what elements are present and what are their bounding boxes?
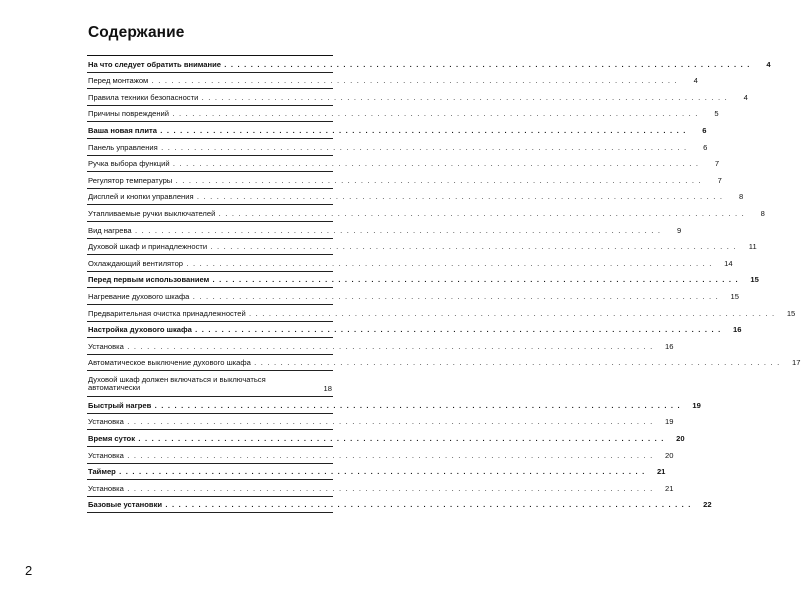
toc-entry-label: [87, 93, 728, 102]
toc-entry[interactable]: [87, 156, 720, 173]
dot-leader: . . . . . . . . . . . . . . . . . . . . . . . . . . . . . . . . . . . . . . . . . . . . . . . . . . . . . . . . . . . . . . . . . . . . . . . . . . . . . . . .: [215, 208, 745, 218]
toc-entry[interactable]: [87, 414, 674, 431]
dot-leader: . . . . . . . . . . . . . . . . . . . . . . . . . . . . . . . . . . . . . . . . . . . . . . . . . . . . . . . . . . . . . . . . . . . . . . . . . . . . . . . .: [220, 59, 751, 69]
toc-entry-label: [87, 342, 653, 351]
toc-entry-label: [87, 434, 665, 443]
toc-entry-label: [87, 451, 653, 460]
toc-entry[interactable]: [87, 338, 674, 355]
toc-entry-text: Установка: [88, 341, 124, 351]
dot-leader: . . . . . . . . . . . . . . . . . . . . . . . . . . . . . . . . . . . . . . . . . . . . . . . . . . . . . . . . . . . . . . . . . . . . . . . . . . . . . . . .: [189, 291, 719, 301]
toc-entry-page: 11: [748, 242, 757, 252]
dot-leader: . . . . . . . . . . . . . . . . . . . . . . . . . . . . . . . . . . . . . . . . . . . . . . . . . . . . . . . . . . . . . . . . . . . . . . . . . . . . . . . .: [209, 275, 739, 285]
toc-entry-page: 6: [703, 142, 708, 152]
toc-entry[interactable]: [87, 430, 685, 447]
dot-leader: . . . . . . . . . . . . . . . . . . . . . . . . . . . . . . . . . . . . . . . . . . . . . . . . . . . . . . . . . . . . . . . . . . . . . . . . . . . . . . . .: [169, 109, 699, 119]
toc-entry-label: [87, 309, 775, 318]
toc-entry-label: [87, 209, 745, 218]
toc-entry-label: [87, 292, 719, 301]
dot-leader: . . . . . . . . . . . . . . . . . . . . . . . . . . . . . . . . . . . . . . . . . . . . . . . . . . . . . . . . . . . . . . . . . . . . . . . . . . . . . . . .: [115, 467, 646, 477]
toc-entry-text: Быстрый нагрев: [88, 400, 152, 410]
toc-entry-label: [87, 401, 681, 410]
toc-entry-text: Время суток: [88, 434, 136, 444]
toc-entry-page: 6: [702, 125, 707, 135]
toc-entry-page: 15: [786, 308, 796, 318]
toc-entry[interactable]: [87, 497, 712, 514]
toc-entry-label: [87, 109, 699, 118]
toc-entry-label: [87, 226, 661, 235]
dot-leader: . . . . . . . . . . . . . . . . . . . . . . . . . . . . . . . . . . . . . . . . . . . . . . . . . . . . . . . . . . . . . . . . . . . . . . . . . . . . . . . .: [250, 358, 781, 368]
toc-entry-page: 21: [656, 467, 666, 477]
toc-entry-label: [87, 159, 699, 168]
toc-entry-text: На что следует обратить внимание: [88, 59, 221, 69]
toc-entry-page: 22: [703, 500, 712, 510]
toc-entry-text: Вид нагрева: [88, 225, 132, 235]
toc-entry-text: Охлаждающий вентилятор: [88, 258, 184, 268]
toc-entry[interactable]: [87, 305, 796, 322]
dot-leader: . . . . . . . . . . . . . . . . . . . . . . . . . . . . . . . . . . . . . . . . . . . . . . . . . . . . . . . . . . . . . . . . . . . . . . . . . . . . . . . .: [207, 242, 737, 252]
toc-entry-text: Ваша новая плита: [88, 125, 157, 135]
toc-entry[interactable]: [87, 139, 708, 156]
toc-entry-page: 16: [733, 325, 742, 335]
dot-leader: . . . . . . . . . . . . . . . . . . . . . . . . . . . . . . . . . . . . . . . . . . . . . . . . . . . . . . . . . . . . . . . . . . . . . . . . . . . . . . . .: [157, 142, 688, 152]
toc-entry-text: Предварительная очистка принадлежностей: [88, 308, 246, 318]
toc-entry-page: 16: [665, 341, 674, 351]
toc-entry-text: Причины повреждений: [88, 109, 170, 119]
toc-entry-page: 4: [743, 92, 748, 102]
dot-leader: . . . . . . . . . . . . . . . . . . . . . . . . . . . . . . . . . . . . . . . . . . . . . . . . . . . . . . . . . . . . . . . . . . . . . . . . . . . . . . . .: [191, 325, 722, 335]
dot-leader: . . . . . . . . . . . . . . . . . . . . . . . . . . . . . . . . . . . . . . . . . . . . . . . . . . . . . . . . . . . . . . . . . . . . . . . . . . . . . . . .: [123, 417, 654, 427]
dot-leader: . . . . . . . . . . . . . . . . . . . . . . . . . . . . . . . . . . . . . . . . . . . . . . . . . . . . . . . . . . . . . . . . . . . . . . . . . . . . . . . .: [162, 500, 692, 510]
toc-entry[interactable]: [87, 371, 333, 397]
toc-entry[interactable]: [87, 288, 739, 305]
dot-leader: . . . . . . . . . . . . . . . . . . . . . . . . . . . . . . . . . . . . . . . . . . . . . . . . . . . . . . . . . . . . . . . . . . . . . . . . . . . . . . . .: [169, 159, 700, 169]
toc-entry-text: Базовые установки: [88, 500, 163, 510]
toc-entry-page: 21: [665, 483, 674, 493]
table-of-contents: [87, 55, 801, 513]
toc-entry-label: [87, 376, 312, 394]
toc-entry-label: [87, 259, 713, 268]
toc-entry-label: [87, 358, 780, 367]
toc-entry-text: Нагревание духового шкафа: [88, 291, 190, 301]
toc-entry[interactable]: [87, 106, 719, 123]
toc-entry-text: Установка: [88, 450, 124, 460]
toc-entry-page: 8: [738, 192, 744, 202]
toc-entry-label: [87, 176, 702, 185]
dot-leader: . . . . . . . . . . . . . . . . . . . . . . . . . . . . . . . . . . . . . . . . . . . . . . . . . . . . . . . . . . . . . . . . . . . . . . . . . . . . . . . .: [123, 483, 654, 493]
toc-entry-text: Перед первым использованием: [88, 275, 210, 285]
toc-entry-text: Автоматическое выключение духового шкафа: [88, 358, 251, 368]
toc-entry[interactable]: [87, 239, 757, 256]
toc-entry-page: 20: [676, 434, 685, 444]
toc-entry-label: [87, 500, 692, 509]
toc-entry[interactable]: [87, 480, 674, 497]
toc-entry[interactable]: [87, 272, 759, 289]
toc-entry[interactable]: [87, 397, 701, 414]
dot-leader: . . . . . . . . . . . . . . . . . . . . . . . . . . . . . . . . . . . . . . . . . . . . . . . . . . . . . . . . . . . . . . . . . . . . . . . . . . . . . . . .: [148, 76, 678, 86]
toc-entry-page: 4: [693, 76, 698, 86]
toc-entry-text: Таймер: [88, 467, 116, 477]
toc-entry-label: [87, 275, 739, 284]
toc-entry-label: [87, 192, 723, 201]
toc-entry-page: 7: [717, 175, 722, 185]
toc-entry-page: 5: [714, 109, 719, 119]
dot-leader: . . . . . . . . . . . . . . . . . . . . . . . . . . . . . . . . . . . . . . . . . . . . . . . . . . . . . . . . . . . . . . . . . . . . . . . . . . . . . . . .: [172, 175, 702, 185]
toc-entry-page: 7: [714, 159, 720, 169]
dot-leader: . . . . . . . . . . . . . . . . . . . . . . . . . . . . . . . . . . . . . . . . . . . . . . . . . . . . . . . . . . . . . . . . . . . . . . . . . . . . . . . .: [245, 308, 776, 318]
toc-entry-label: [87, 143, 687, 152]
toc-entry-page: 15: [730, 291, 739, 301]
toc-entry-page: 20: [665, 450, 674, 460]
dot-leader: . . . . . . . . . . . . . . . . . . . . . . . . . . . . . . . . . . . . . . . . . . . . . . . . . . . . . . . . . . . . . . . . . . . . . . . . . . . . . . . .: [156, 125, 687, 135]
toc-entry[interactable]: [87, 89, 748, 106]
dot-leader: . . . . . . . . . . . . . . . . . . . . . . . . . . . . . . . . . . . . . . . . . . . . . . . . . . . . . . . . . . . . . . . . . . . . . . . . . . . . . . . .: [131, 225, 662, 235]
toc-entry[interactable]: [87, 189, 744, 206]
toc-entry-label: [87, 126, 687, 135]
toc-entry-label: [87, 467, 645, 476]
toc-entry-text: Установка: [88, 483, 124, 493]
toc-entry-text: Духовой шкаф должен включаться и выключаться автоматически: [88, 374, 266, 393]
page-number: 2: [25, 563, 33, 578]
toc-entry-page: 14: [724, 258, 733, 268]
toc-entry-page: 9: [677, 225, 682, 235]
toc-entry[interactable]: [87, 172, 722, 189]
toc-entry[interactable]: [87, 122, 707, 139]
toc-entry-text: Регулятор температуры: [88, 175, 173, 185]
toc-entry-label: [87, 417, 653, 426]
dot-leader: . . . . . . . . . . . . . . . . . . . . . . . . . . . . . . . . . . . . . . . . . . . . . . . . . . . . . . . . . . . . . . . . . . . . . . . . . . . . . . . .: [193, 192, 724, 202]
toc-entry-text: Духовой шкаф и принадлежности: [88, 242, 208, 252]
toc-entry-label: [87, 325, 721, 334]
toc-entry-page: 18: [323, 384, 332, 394]
toc-entry[interactable]: [87, 322, 742, 339]
toc-entry-text: Панель управления: [88, 142, 158, 152]
toc-entry-text: Ручка выбора функций: [88, 159, 170, 169]
toc-entry-page: 15: [750, 275, 759, 285]
toc-entry-text: Дисплей и кнопки управления: [88, 192, 194, 202]
dot-leader: . . . . . . . . . . . . . . . . . . . . . . . . . . . . . . . . . . . . . . . . . . . . . . . . . . . . . . . . . . . . . . . . . . . . . . . . . . . . . . . .: [123, 450, 654, 460]
toc-entry-text: Перед монтажом: [88, 76, 149, 86]
dot-leader: . . . . . . . . . . . . . . . . . . . . . . . . . . . . . . . . . . . . . . . . . . . . . . . . . . . . . . . . . . . . . . . . . . . . . . . . . . . . . . . .: [151, 400, 681, 410]
toc-entry[interactable]: [87, 464, 666, 481]
toc-entry-label: [87, 484, 653, 493]
toc-entry-page: 17: [791, 358, 801, 368]
toc-entry-text: Настройка духового шкафа: [88, 325, 192, 335]
toc-entry[interactable]: [87, 205, 765, 222]
toc-entry-label: [87, 76, 678, 85]
toc-entry-text: Установка: [88, 417, 124, 427]
dot-leader: . . . . . . . . . . . . . . . . . . . . . . . . . . . . . . . . . . . . . . . . . . . . . . . . . . . . . . . . . . . . . . . . . . . . . . . . . . . . . . . .: [123, 341, 654, 351]
toc-entry-label: [87, 60, 751, 69]
toc-entry[interactable]: [87, 255, 733, 272]
toc-entry[interactable]: [87, 355, 801, 372]
toc-entry-page: 8: [760, 208, 765, 218]
toc-entry[interactable]: [87, 222, 682, 239]
toc-entry-page: 19: [692, 400, 701, 410]
toc-entry-text: Правила техники безопасности: [88, 92, 199, 102]
dot-leader: . . . . . . . . . . . . . . . . . . . . . . . . . . . . . . . . . . . . . . . . . . . . . . . . . . . . . . . . . . . . . . . . . . . . . . . . . . . . . . . .: [183, 258, 713, 268]
dot-leader: . . . . . . . . . . . . . . . . . . . . . . . . . . . . . . . . . . . . . . . . . . . . . . . . . . . . . . . . . . . . . . . . . . . . . . . . . . . . . . . .: [135, 434, 665, 444]
toc-entry-text: Утапливаемые ручки выключателей: [88, 208, 216, 218]
toc-entry-label: [87, 242, 737, 251]
toc-entry-page: 4: [766, 59, 771, 69]
page-title: Содержание: [88, 24, 185, 41]
toc-entry[interactable]: [87, 56, 771, 73]
toc-entry-page: 19: [665, 417, 674, 427]
toc-entry[interactable]: [87, 447, 674, 464]
toc-entry[interactable]: [87, 73, 698, 90]
dot-leader: . . . . . . . . . . . . . . . . . . . . . . . . . . . . . . . . . . . . . . . . . . . . . . . . . . . . . . . . . . . . . . . . . . . . . . . . . . . . . . . .: [198, 92, 728, 102]
